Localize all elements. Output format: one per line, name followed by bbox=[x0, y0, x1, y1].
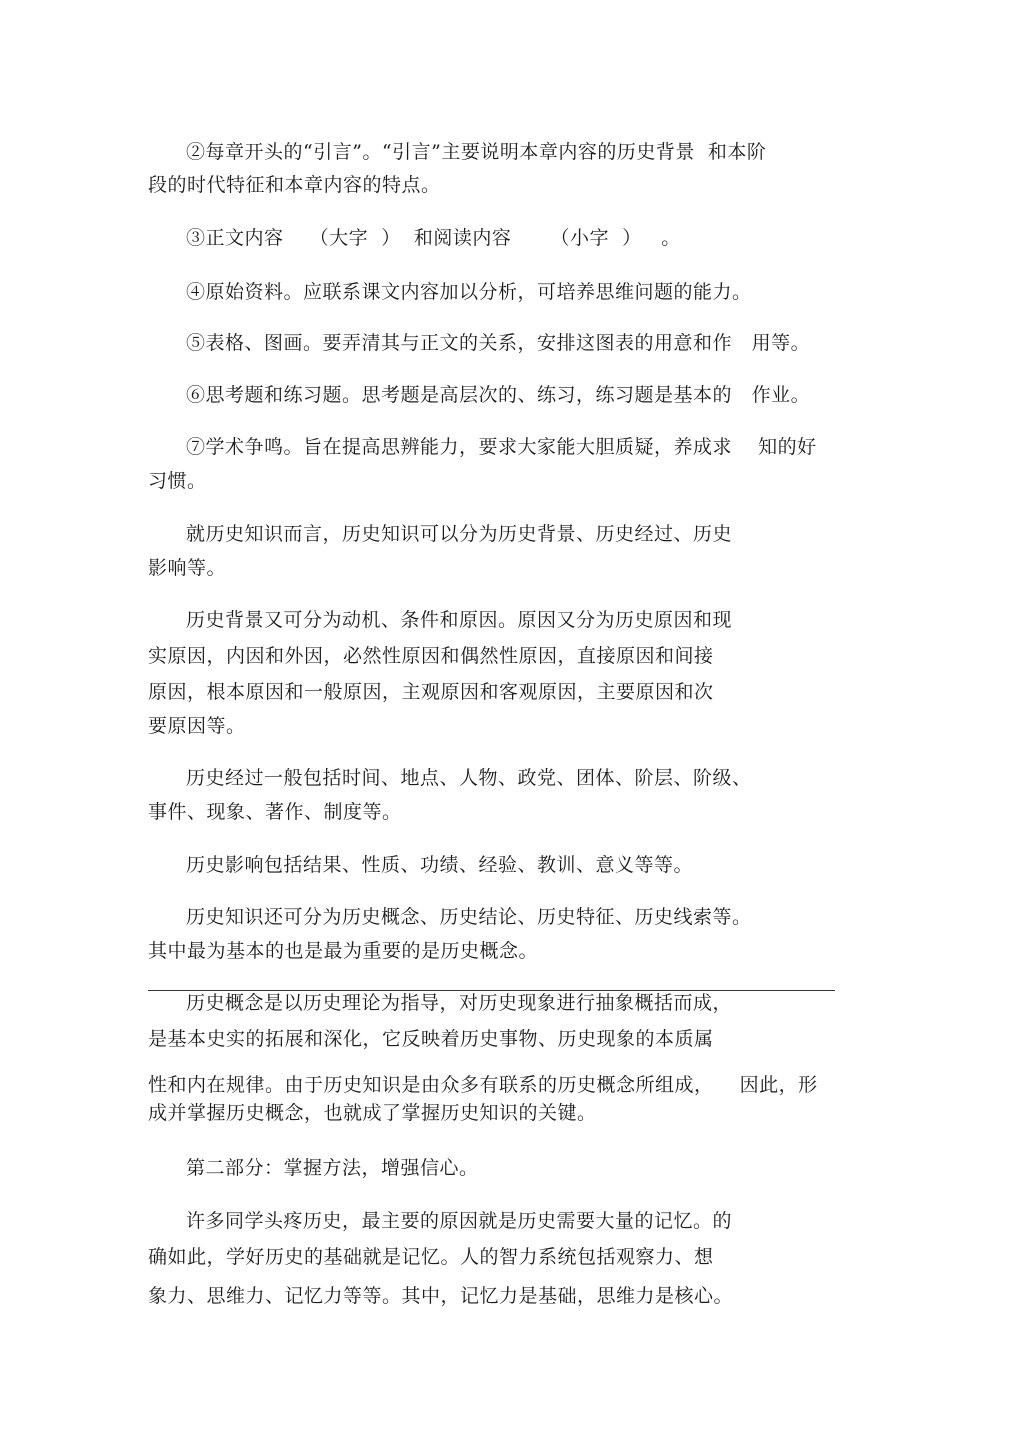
paragraph-line: ⑤表格、图画。要弄清其与正文的关系，安排这图表的用意和作 用等。 bbox=[186, 332, 811, 354]
paragraph-line: 象力、思维力、记忆力等等。其中，记忆力是基础，思维力是核心。 bbox=[148, 1285, 734, 1307]
paragraph-line: 历史背景又可分为动机、条件和原因。原因又分为历史原因和现 bbox=[186, 609, 733, 631]
paragraph-line: 要原因等。 bbox=[148, 715, 246, 737]
paragraph-line: ③正文内容 （大字 ） 和阅读内容 （小字 ） 。 bbox=[186, 227, 681, 249]
paragraph-line: ④原始资料。应联系课文内容加以分析，可培养思维问题的能力。 bbox=[186, 281, 752, 303]
paragraph-line: 实原因，内因和外因，必然性原因和偶然性原因，直接原因和间接 bbox=[148, 645, 714, 667]
paragraph-line: 性和内在规律。由于历史知识是由众多有联系的历史概念所组成， 因此，形 bbox=[148, 1074, 818, 1096]
paragraph-line: 原因，根本原因和一般原因，主观原因和客观原因，主要原因和次 bbox=[148, 681, 714, 703]
section-heading: 第二部分：掌握方法，增强信心。 bbox=[186, 1157, 479, 1179]
horizontal-rule bbox=[148, 990, 835, 991]
paragraph-line: ⑦学术争鸣。旨在提高思辨能力，要求大家能大胆质疑，养成求 知的好 bbox=[186, 436, 817, 458]
paragraph-line: 许多同学头疼历史，最主要的原因就是历史需要大量的记忆。的 bbox=[186, 1210, 733, 1232]
paragraph-line: 影响等。 bbox=[148, 557, 227, 579]
paragraph-line: 事件、现象、著作、制度等。 bbox=[148, 801, 402, 823]
paragraph-line: 段的时代特征和本章内容的特点。 bbox=[148, 174, 441, 196]
paragraph-line: 历史影响包括结果、性质、功绩、经验、教训、意义等等。 bbox=[186, 854, 694, 876]
paragraph-line: 历史经过一般包括时间、地点、人物、政党、团体、阶层、阶级、 bbox=[186, 767, 752, 789]
paragraph-line: ⑥思考题和练习题。思考题是高层次的、练习，练习题是基本的 作业。 bbox=[186, 384, 811, 406]
paragraph-line: 习惯。 bbox=[148, 470, 207, 492]
paragraph-line: 历史概念是以历史理论为指导，对历史现象进行抽象概括而成， bbox=[186, 992, 733, 1014]
paragraph-line: 是基本史实的拓展和深化，它反映着历史事物、历史现象的本质属 bbox=[148, 1028, 714, 1050]
paragraph-line: 历史知识还可分为历史概念、历史结论、历史特征、历史线索等。 bbox=[186, 906, 752, 928]
paragraph-line: 其中最为基本的也是最为重要的是历史概念。 bbox=[148, 940, 539, 962]
paragraph-line: 成并掌握历史概念，也就成了掌握历史知识的关键。 bbox=[148, 1102, 597, 1124]
paragraph-line: ②每章开头的“引言”。“引言”主要说明本章内容的历史背景 和本阶 bbox=[186, 141, 767, 163]
paragraph-line: 就历史知识而言，历史知识可以分为历史背景、历史经过、历史 bbox=[186, 523, 733, 545]
paragraph-line: 确如此，学好历史的基础就是记忆。人的智力系统包括观察力、想 bbox=[148, 1246, 714, 1268]
